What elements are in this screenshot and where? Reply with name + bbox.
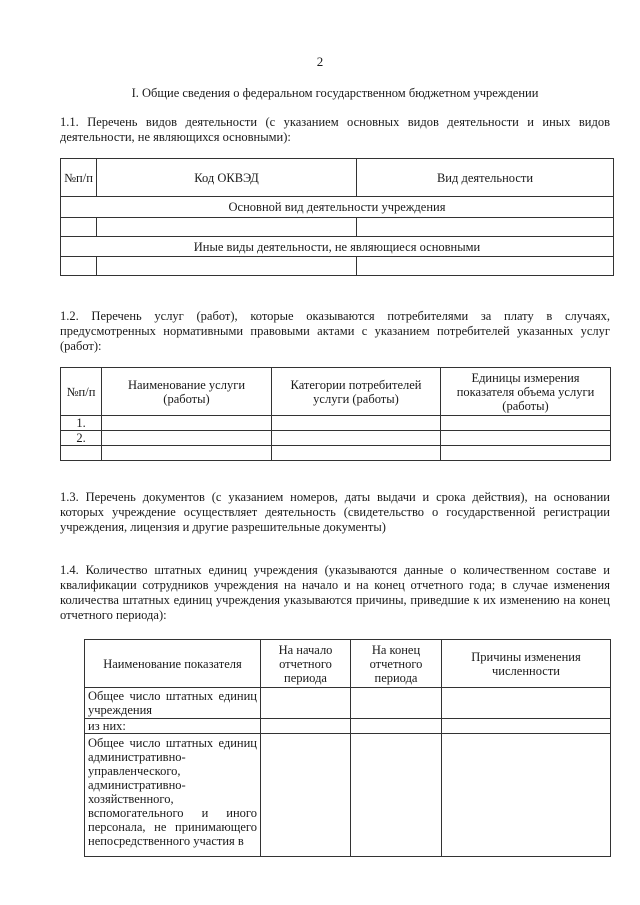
table-cell — [61, 257, 97, 276]
activities-table — [60, 158, 614, 276]
row-number — [61, 446, 102, 461]
admin-staff-row-label: Общее число штатных единиц административно-управленческого, административно-хозяйственного, вспомогательного и иного персонала, не принимающего непосредственного участия в — [85, 734, 261, 857]
of-them-row-label: из них: — [85, 719, 261, 734]
table-cell — [272, 431, 441, 446]
main-activity-row: Основной вид деятельности учреждения — [61, 197, 614, 218]
services-table — [60, 367, 611, 461]
page-number: 2 — [316, 54, 324, 69]
table-cell — [261, 734, 351, 857]
table-cell — [272, 446, 441, 461]
section-1-4-text: 1.4. Количество штатных единиц учреждения (указываются данные о количественном составе и квалификации сотрудников учреждения на начало и на конец отчетного года; в случае изменения количества штатных единиц учреждения указываются причины, приведшие к их изменению на конец отчетного периода): — [60, 563, 610, 622]
table-cell — [61, 218, 97, 237]
table-cell — [442, 719, 611, 734]
total-staff-row-label: Общее число штатных единиц учреждения — [85, 688, 261, 719]
col-num-header: №п/п — [61, 159, 97, 197]
table-cell — [102, 416, 272, 431]
table-cell — [97, 218, 357, 237]
col-change-reason-header: Причины изменения численности — [442, 640, 611, 688]
table-cell — [441, 431, 611, 446]
table-cell — [261, 719, 351, 734]
section-1-1-text: 1.1. Перечень видов деятельности (с указанием основных видов деятельности и иных видов деятельности, не являющихся основными): — [60, 115, 610, 144]
col-unit-header: Единицы измерения показателя объема услуги (работы) — [441, 368, 611, 416]
section-1-2-text: 1.2. Перечень услуг (работ), которые оказываются потребителями за плату в случаях, предусмотренных нормативными правовыми актами с указанием потребителей указанных услуг (работ): — [60, 309, 610, 353]
col-service-name-header: Наименование услуги (работы) — [102, 368, 272, 416]
table-cell — [357, 257, 614, 276]
col-code-header: Код ОКВЭД — [97, 159, 357, 197]
section-title: I. Общие сведения о федеральном государственном бюджетном учреждении — [131, 86, 539, 100]
table-cell — [261, 688, 351, 719]
table-cell — [351, 688, 442, 719]
table-cell — [97, 257, 357, 276]
table-cell — [441, 446, 611, 461]
row-number: 1. — [61, 416, 102, 431]
section-1-3-text: 1.3. Перечень документов (с указанием номеров, даты выдачи и срока действия), на основании которых учреждение осуществляет деятельность (свидетельство о государственной регистрации учреждения, лицензия и другие разрешительные документы) — [60, 490, 610, 534]
other-activity-row: Иные виды деятельности, не являющиеся основными — [61, 237, 614, 257]
col-period-start-header: На начало отчетного периода — [261, 640, 351, 688]
table-cell — [441, 416, 611, 431]
table-cell — [442, 734, 611, 857]
table-cell — [351, 734, 442, 857]
table-cell — [351, 719, 442, 734]
table-cell — [102, 431, 272, 446]
col-type-header: Вид деятельности — [357, 159, 614, 197]
staff-table — [84, 639, 611, 857]
col-indicator-header: Наименование показателя — [85, 640, 261, 688]
row-number: 2. — [61, 431, 102, 446]
table-cell — [272, 416, 441, 431]
table-cell — [102, 446, 272, 461]
col-consumer-category-header: Категории потребителей услуги (работы) — [272, 368, 441, 416]
table-cell — [357, 218, 614, 237]
table-cell — [442, 688, 611, 719]
col-period-end-header: На конец отчетного периода — [351, 640, 442, 688]
col-num-header: №п/п — [61, 368, 102, 416]
